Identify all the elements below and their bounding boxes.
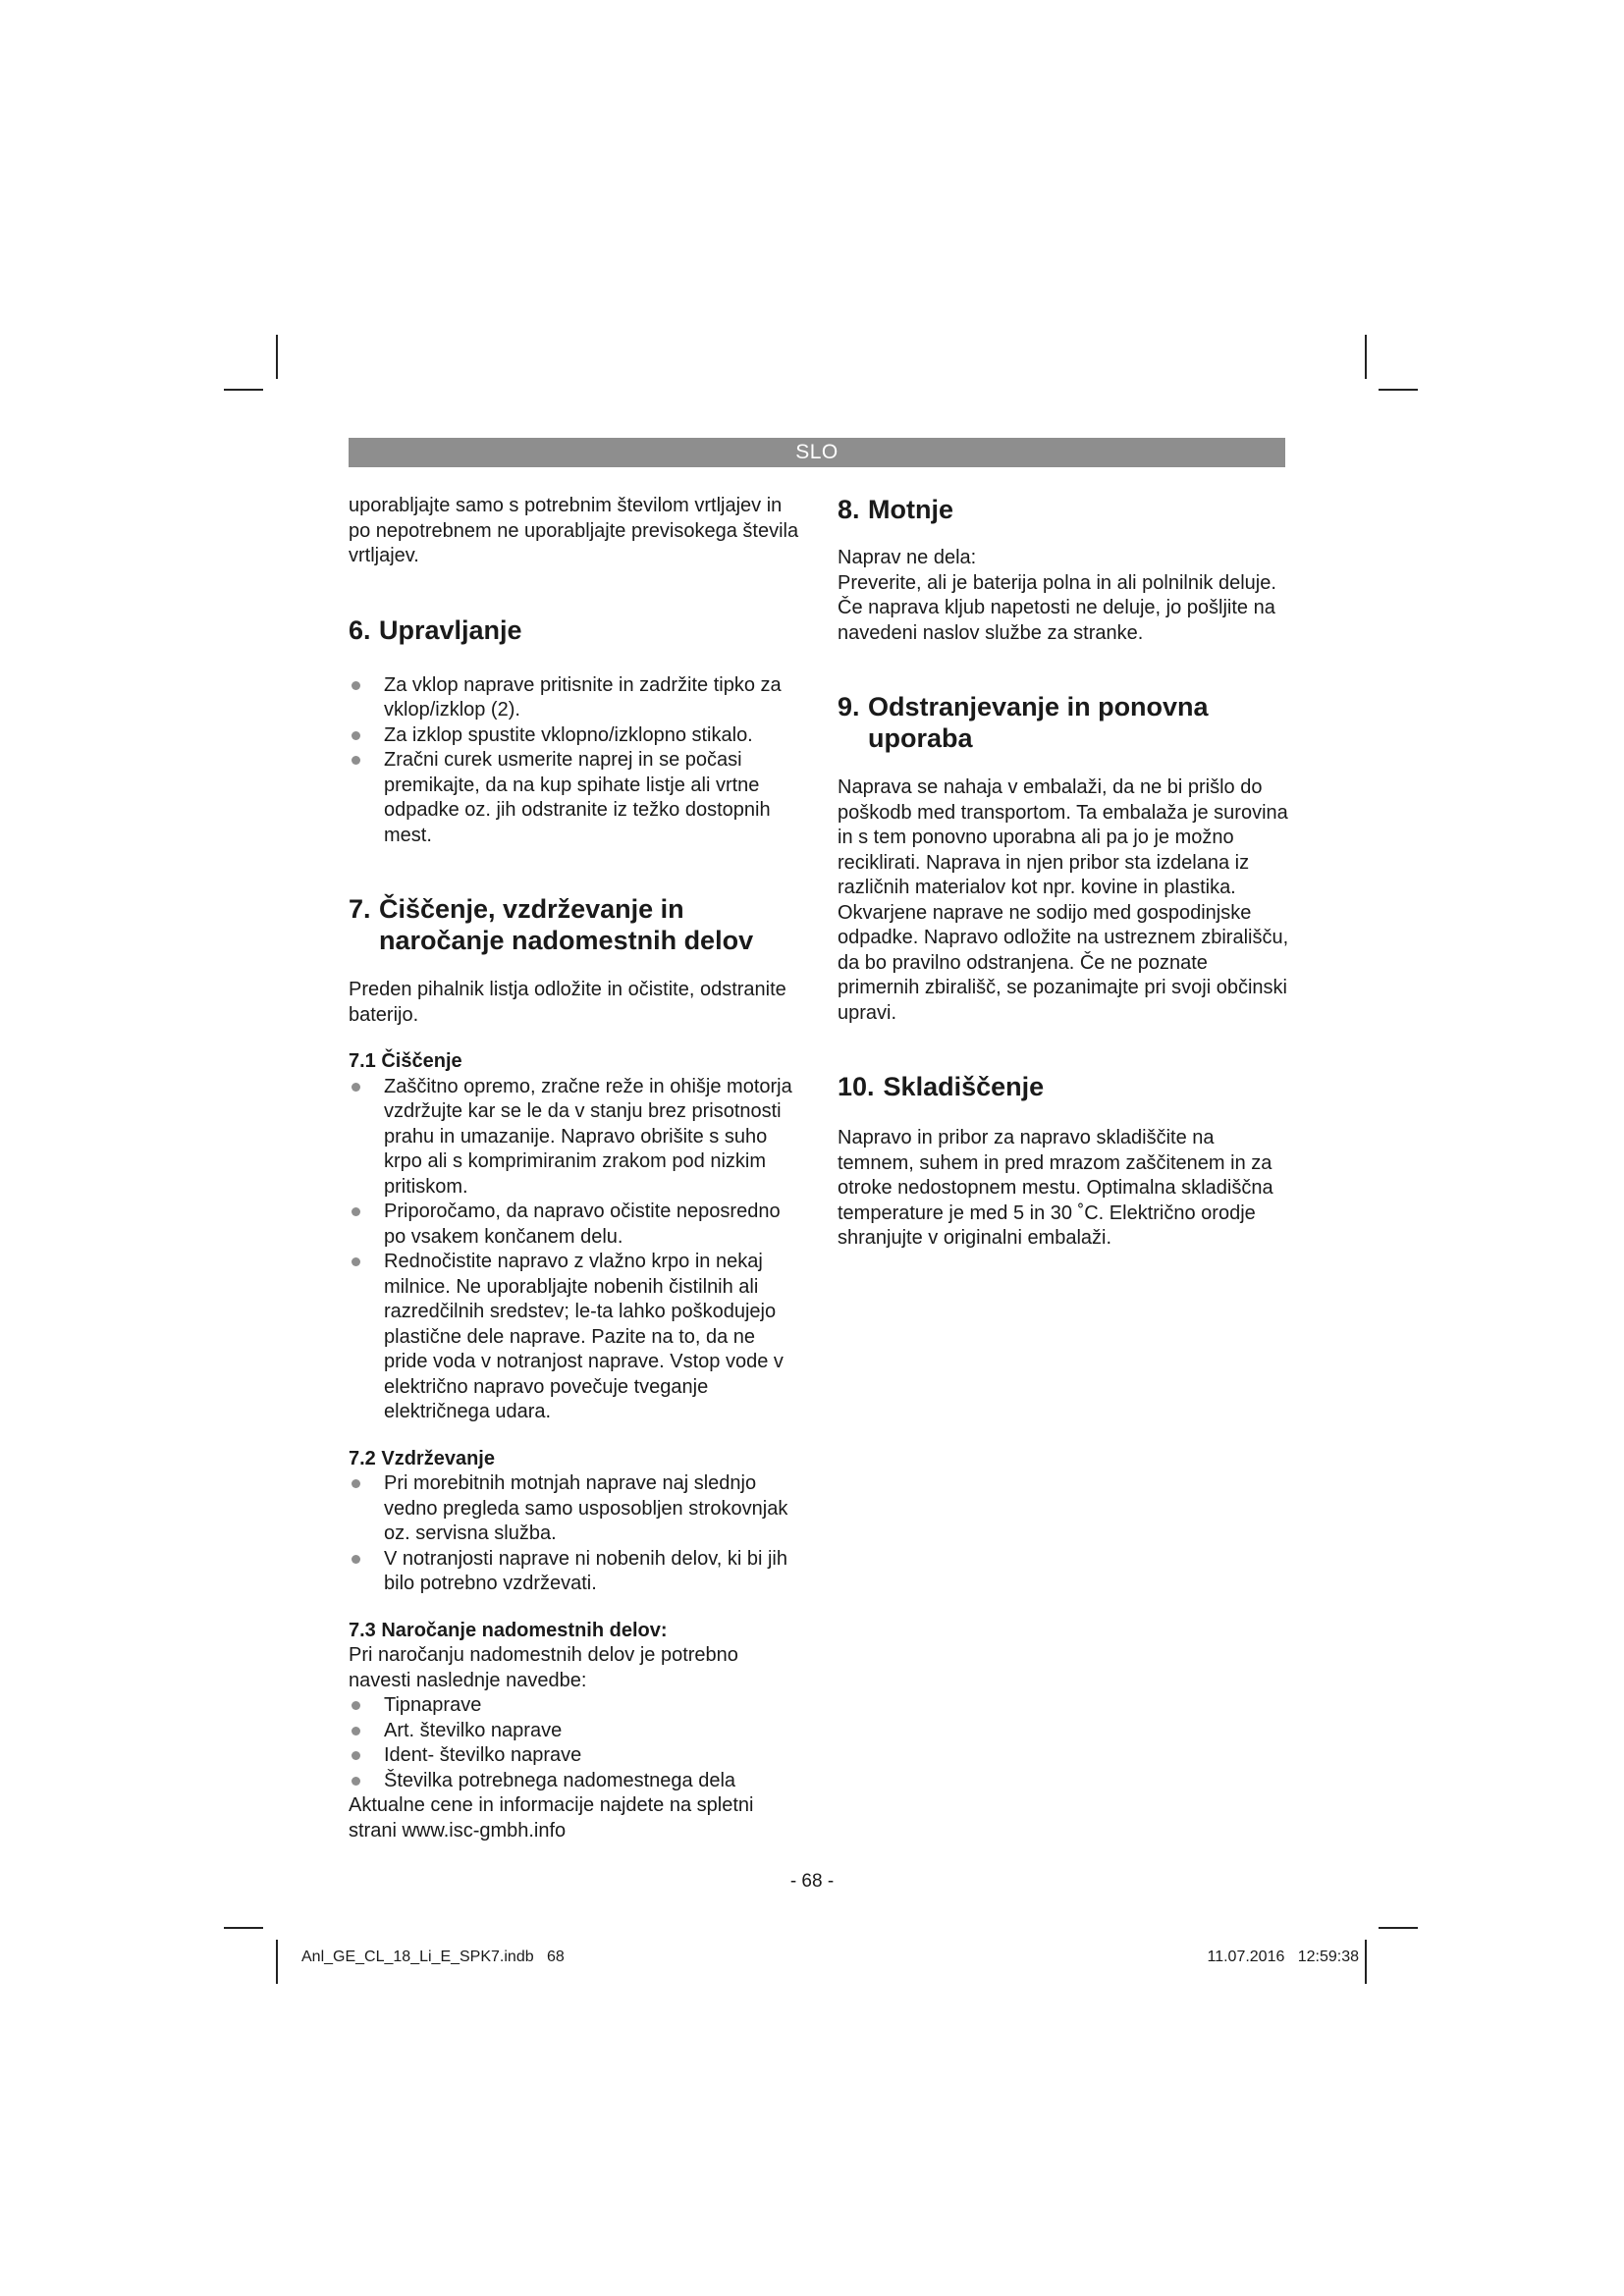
list-item: Art. številko naprave (349, 1719, 800, 1744)
list-item: Zračni curek usmerite naprej in se počasi premikajte, da na kup spihate listje ali vrtne odpadke oz. jih odstranite iz težko dostopnih mest. (349, 748, 800, 848)
list-item: Številka potrebnega nadomestnega dela (349, 1769, 800, 1794)
section-7-3-intro: Pri naročanju nadomestnih delov je potrebno navesti naslednje navedbe: (349, 1644, 738, 1691)
crop-mark (1365, 1940, 1367, 1984)
bullet-icon (352, 756, 360, 765)
language-header-bar (349, 438, 1285, 467)
bullet-icon (352, 1751, 360, 1760)
crop-mark (1379, 389, 1418, 391)
bullet-icon (352, 1555, 360, 1564)
file-slug: Anl_GE_CL_18_Li_E_SPK7.indb 68 (301, 1949, 565, 1965)
section-7-3-heading: 7.3 Naročanje nadomestnih delov: (349, 1619, 668, 1641)
section-7-1-list (349, 1075, 800, 1425)
bullet-icon (352, 1257, 360, 1266)
section-9-heading: 9. Odstranjevanje in ponovna uporaba (838, 692, 1209, 753)
bullet-icon (352, 1701, 360, 1710)
bullet-icon (352, 1777, 360, 1786)
list-item: Tipnaprave (349, 1693, 800, 1719)
section-10-heading: 10. Skladiščenje (838, 1072, 1045, 1101)
bullet-icon (352, 681, 360, 690)
right-column (838, 494, 1289, 1252)
print-datetime: 11.07.2016 12:59:38 (1207, 1949, 1359, 1965)
section-7-3-outro: Aktualne cene in informacije najdete na spletni strani www.isc-gmbh.info (349, 1794, 754, 1842)
list-item: Za izklop spustite vklopno/izklopno stikalo. (349, 723, 800, 749)
list-item: Rednočistite napravo z vlažno krpo in nekaj milnice. Ne uporabljajte nobenih čistilnih ali razredčilnih sredstev; le-ta lahko poškodujejo plastične dele naprave. Pazite na to, da ne pride voda v notranjost naprave. Vstop vode v električno napravo povečuje tveganje električnega udara. (349, 1250, 800, 1425)
crop-mark (1365, 335, 1367, 379)
bullet-icon (352, 731, 360, 740)
list-item: V notranjosti naprave ni nobenih delov, ki bi jih bilo potrebno vzdrževati. (349, 1547, 800, 1597)
section-9-text: Naprava se nahaja v embalaži, da ne bi prišlo do poškodb med transportom. Ta embalaža je surovina in s tem ponovno uporabna ali pa jo je možno reciklirati. Naprava in njen pribor sta izdelana iz različnih materialov kot npr. kovine in plastika. Okvarjene naprave ne sodijo med gospodinjske odpadke. Napravo odložite na ustreznem zbirališču, da bo pravilno odstranjena. Če ne poznate primernih zbirališč, se pozanimajte pri svoji občinski upravi. (838, 776, 1289, 1024)
crop-mark (276, 1940, 278, 1984)
section-7-2-heading: 7.2 Vzdrževanje (349, 1447, 495, 1469)
crop-mark (276, 335, 278, 379)
list-item: Zaščitno opremo, zračne reže in ohišje motorja vzdržujte kar se le da v stanju brez prisotnosti prahu in umazanije. Napravo obrišite s suho krpo ali s komprimiranim zrakom pod nizkim pritiskom. (349, 1075, 800, 1201)
section-8-heading: 8. Motnje (838, 495, 953, 524)
section-8-line1: Naprav ne dela: (838, 547, 977, 568)
list-item: Ident- številko naprave (349, 1743, 800, 1769)
list-item: Priporočamo, da napravo očistite neposredno po vsakem končanem delu. (349, 1200, 800, 1250)
crop-mark (224, 389, 263, 391)
section-8-text: Preverite, ali je baterija polna in ali polnilnik deluje. Če naprava kljub napetosti ne deluje, jo pošljite na navedeni naslov službe za stranke. (838, 571, 1276, 644)
bullet-icon (352, 1083, 360, 1092)
crop-mark (1379, 1927, 1418, 1929)
page-number: - 68 - (789, 1871, 835, 1892)
section-6-heading: 6. Upravljanje (349, 614, 522, 645)
list-item: Za vklop naprave pritisnite in zadržite tipko za vklop/izklop (2). (349, 673, 800, 723)
section-10-text: Napravo in pribor za napravo skladiščite na temnem, suhem in pred mrazom zaščitenem in za otroke nedostopnem mestu. Optimalna skladiščna temperature je med 5 in 30 ˚C. Električno orodje shranjujte v originalni embalaži. (838, 1127, 1273, 1249)
intro-paragraph: uporabljajte samo s potrebnim številom vrtljajev in po nepotrebnem ne uporabljajte previsokega števila vrtljajev. (349, 495, 799, 566)
section-7-2-list (349, 1471, 800, 1597)
section-7-heading: 7. Čiščenje, vzdrževanje in naročanje nadomestnih delov (349, 894, 754, 955)
bullet-icon (352, 1479, 360, 1488)
section-7-3-list (349, 1693, 800, 1793)
section-6-list (349, 673, 800, 849)
left-column (349, 494, 800, 1843)
bullet-icon (352, 1727, 360, 1735)
list-item: Pri morebitnih motnjah naprave naj slednjo vedno pregleda samo usposobljen strokovnjak oz. servisna služba. (349, 1471, 800, 1547)
crop-mark (224, 1927, 263, 1929)
bullet-icon (352, 1207, 360, 1216)
section-7-1-heading: 7.1 Čiščenje (349, 1050, 462, 1072)
language-label: SLO (795, 441, 839, 463)
section-7-intro: Preden pihalnik listja odložite in očistite, odstranite baterijo. (349, 979, 786, 1026)
